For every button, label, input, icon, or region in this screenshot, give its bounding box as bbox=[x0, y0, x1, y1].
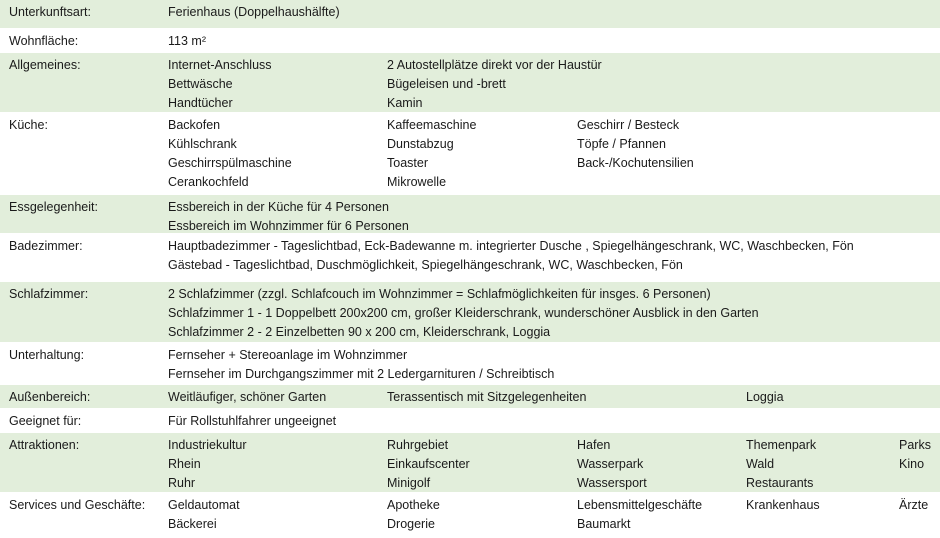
cell-text: Weitläufiger, schöner Garten bbox=[168, 390, 327, 404]
cell-text: Themenpark bbox=[746, 438, 817, 452]
cell-text: Ruhrgebiet bbox=[387, 438, 449, 452]
cell-text: Handtücher bbox=[168, 96, 233, 110]
cell-text: Töpfe / Pfannen bbox=[577, 137, 666, 151]
cell-text: Minigolf bbox=[387, 476, 431, 490]
row-label: Unterkunftsart: bbox=[9, 5, 91, 19]
table-row bbox=[0, 113, 940, 195]
cell-text: Einkaufscenter bbox=[387, 457, 470, 471]
cell-text: Restaurants bbox=[746, 476, 814, 490]
cell-text: Loggia bbox=[746, 390, 784, 404]
cell-text: Bügeleisen und -brett bbox=[387, 77, 506, 91]
row-label: Unterhaltung: bbox=[9, 348, 85, 362]
table-row bbox=[0, 343, 940, 385]
cell-text: Geschirrspülmaschine bbox=[168, 156, 292, 170]
table-row bbox=[0, 234, 940, 282]
cell-text: Internet-Anschluss bbox=[168, 58, 272, 72]
cell-text: Bäckerei bbox=[168, 517, 217, 531]
row-label: Schlafzimmer: bbox=[9, 287, 89, 301]
cell-text: Toaster bbox=[387, 156, 428, 170]
cell-text: Hafen bbox=[577, 438, 611, 452]
cell-text: Rhein bbox=[168, 457, 201, 471]
cell-text: Ferienhaus (Doppelhaushälfte) bbox=[168, 5, 340, 19]
row-label: Attraktionen: bbox=[9, 438, 80, 452]
row-label: Allgemeines: bbox=[9, 58, 81, 72]
cell-text: Kino bbox=[899, 457, 925, 471]
row-label: Küche: bbox=[9, 118, 48, 132]
table-row bbox=[0, 195, 940, 234]
table-row bbox=[0, 409, 940, 433]
cell-text: Wasserpark bbox=[577, 457, 644, 471]
cell-text: Schlafzimmer 2 - 2 Einzelbetten 90 x 200 cm, Kleiderschrank, Loggia bbox=[168, 325, 551, 339]
cell-text: Wassersport bbox=[577, 476, 647, 490]
cell-text: Parks bbox=[899, 438, 931, 452]
cell-text: 113 m² bbox=[168, 34, 206, 48]
cell-text: Ärzte bbox=[899, 498, 929, 512]
cell-text: Kamin bbox=[387, 96, 423, 110]
table-row bbox=[0, 385, 940, 409]
table-row bbox=[0, 282, 940, 343]
cell-text: Fernseher im Durchgangszimmer mit 2 Ledergarnituren / Schreibtisch bbox=[168, 367, 555, 381]
cell-text: Terassentisch mit Sitzgelegenheiten bbox=[387, 390, 587, 404]
cell-text: Kühlschrank bbox=[168, 137, 237, 151]
cell-text: Drogerie bbox=[387, 517, 435, 531]
cell-text: 2 Schlafzimmer (zzgl. Schlafcouch im Wohnzimmer = Schlafmöglichkeiten für insges. 6 Personen) bbox=[168, 287, 711, 301]
cell-text: Kaffeemaschine bbox=[387, 118, 477, 132]
cell-text: Backofen bbox=[168, 118, 221, 132]
cell-text: 2 Autostellplätze direkt vor der Haustür bbox=[387, 58, 602, 72]
cell-text: Essbereich im Wohnzimmer für 6 Personen bbox=[168, 219, 409, 233]
cell-text: Schlafzimmer 1 - 1 Doppelbett 200x200 cm, großer Kleiderschrank, wunderschöner Ausblick in den Garten bbox=[168, 306, 759, 320]
table-row bbox=[0, 433, 940, 493]
cell-text: Wald bbox=[746, 457, 775, 471]
row-label: Essgelegenheit: bbox=[9, 200, 98, 214]
table-row bbox=[0, 0, 940, 29]
row-label: Badezimmer: bbox=[9, 239, 83, 253]
cell-text: Apotheke bbox=[387, 498, 440, 512]
cell-text: Geschirr / Besteck bbox=[577, 118, 680, 132]
row-label: Wohnfläche: bbox=[9, 34, 79, 48]
cell-text: Cerankochfeld bbox=[168, 175, 249, 189]
cell-text: Mikrowelle bbox=[387, 175, 447, 189]
table-row bbox=[0, 493, 940, 538]
cell-text: Lebensmittelgeschäfte bbox=[577, 498, 703, 512]
cell-text: Krankenhaus bbox=[746, 498, 820, 512]
row-label: Services und Geschäfte: bbox=[9, 498, 146, 512]
table-row bbox=[0, 29, 940, 53]
row-label: Geeignet für: bbox=[9, 414, 82, 428]
cell-text: Essbereich in der Küche für 4 Personen bbox=[168, 200, 389, 214]
cell-text: Bettwäsche bbox=[168, 77, 233, 91]
cell-text: Ruhr bbox=[168, 476, 196, 490]
cell-text: Dunstabzug bbox=[387, 137, 454, 151]
cell-text: Für Rollstuhlfahrer ungeeignet bbox=[168, 414, 337, 428]
cell-text: Gästebad - Tageslichtbad, Duschmöglichkeit, Spiegelhängeschrank, WC, Waschbecken, Fön bbox=[168, 258, 683, 272]
row-label: Außenbereich: bbox=[9, 390, 91, 404]
cell-text: Fernseher + Stereoanlage im Wohnzimmer bbox=[168, 348, 408, 362]
cell-text: Geldautomat bbox=[168, 498, 240, 512]
cell-text: Back-/Kochutensilien bbox=[577, 156, 694, 170]
table-row bbox=[0, 53, 940, 113]
cell-text: Baumarkt bbox=[577, 517, 631, 531]
cell-text: Hauptbadezimmer - Tageslichtbad, Eck-Badewanne m. integrierter Dusche , Spiegelhängeschrank, WC, Waschbecken, Fön bbox=[168, 239, 854, 253]
cell-text: Industriekultur bbox=[168, 438, 247, 452]
